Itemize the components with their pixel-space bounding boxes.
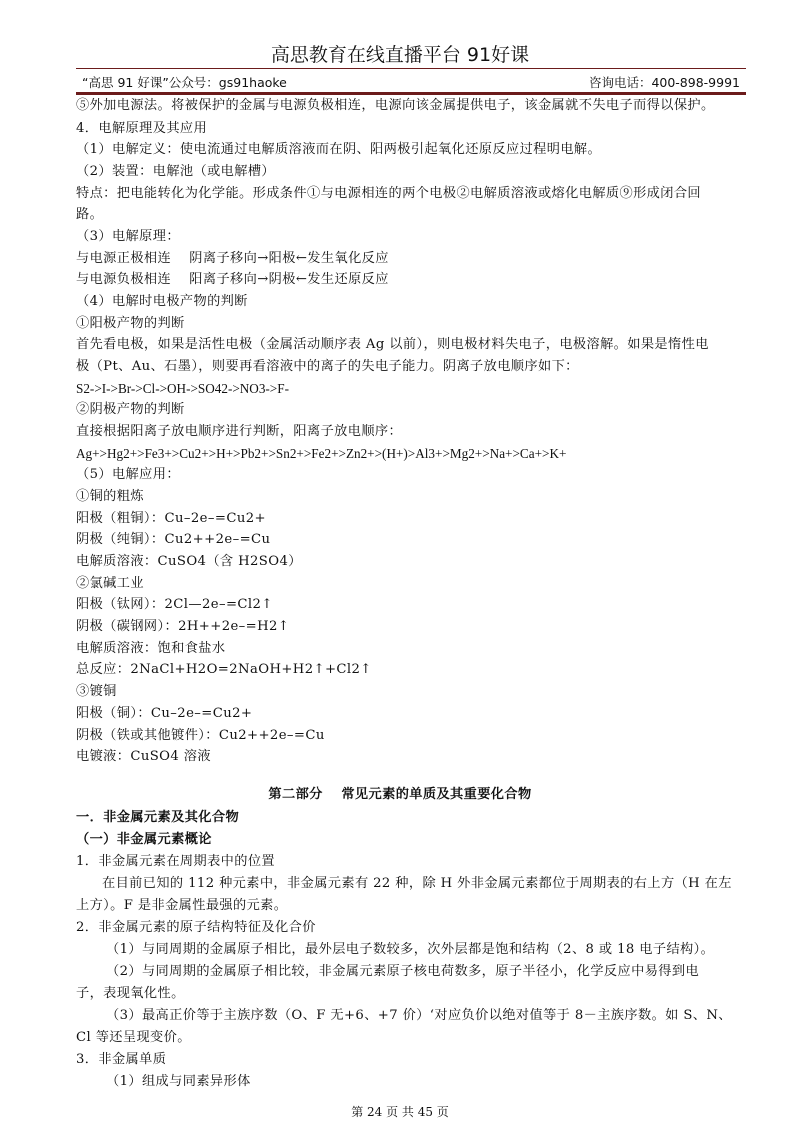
text-line: 总反应：2NaCl+H2O=2NaOH+H2↑+Cl2↑ — [76, 662, 372, 677]
text-line: 子，表现氧化性。 — [76, 986, 185, 1001]
text-line: （4）电解时电极产物的判断 — [76, 294, 248, 309]
text-line: （1）与同周期的金属原子相比，最外层电子数较多，次外层都是饱和结构（2、8 或 18 电子结构）。 — [106, 942, 715, 957]
text-line: ②氯碱工业 — [76, 576, 144, 591]
anion-discharge-order: S2->I->Br->Cl->OH->SO42->NO3->F- — [76, 381, 289, 396]
text-line: 1．非金属元素在周期表中的位置 — [76, 854, 276, 869]
text-line: 路。 — [76, 207, 104, 222]
text-line: 阳极（铜）：Cu–2e–=Cu2+ — [76, 706, 253, 721]
text-line: 与电源负极相连 阳离子移向→阴极←发生还原反应 — [76, 272, 389, 287]
page-header-title: 高思教育在线直播平台 91好课 — [270, 44, 530, 66]
text-line: ③镀铜 — [76, 684, 117, 699]
text-line: （3）最高正价等于主族序数（O、F 无+6、+7 价）‘对应负价以绝对值等于 8－主族序数。如 S、N、 — [106, 1008, 732, 1023]
text-line: ⑤外加电源法。将被保护的金属与电源负极相连，电源向该金属提供电子，该金属就不失电子而得以保护。 — [76, 98, 715, 113]
text-line: 电解质溶液：饱和食盐水 — [76, 641, 226, 656]
header-divider-bottom — [76, 92, 746, 95]
text-line: 2．非金属元素的原子结构特征及化合价 — [76, 920, 316, 935]
text-line: ②阴极产物的判断 — [76, 402, 185, 417]
heading-2: （一）非金属元素概论 — [76, 832, 212, 847]
text-line: Cl 等还呈现变价。 — [76, 1030, 191, 1045]
text-line: 电解质溶液：CuSO4（含 H2SO4） — [76, 554, 302, 569]
text-line: 与电源正极相连 阴离子移向→阳极←发生氧化反应 — [76, 251, 389, 266]
header-info-bar — [76, 70, 746, 92]
text-line: 极（Pt、Au、石墨），则要再看溶液中的离子的失电子能力。阴离子放电顺序如下： — [76, 359, 579, 374]
text-line: ①铜的粗炼 — [76, 489, 144, 504]
text-line: 4．电解原理及其应用 — [76, 121, 208, 136]
text-line: （1）组成与同素异形体 — [106, 1074, 251, 1089]
text-line: 上方）。F 是非金属性最强的元素。 — [76, 898, 288, 913]
text-line: 阳极（钛网）：2Cl—2e–=Cl2↑ — [76, 597, 273, 612]
text-line: （1）电解定义：使电流通过电解质溶液而在阴、阳两极引起氧化还原反应过程明电解。 — [76, 142, 602, 157]
text-line: ①阳极产物的判断 — [76, 316, 185, 331]
text-line: 电镀液：CuSO4 溶液 — [76, 749, 211, 764]
header-divider-top — [76, 68, 746, 69]
text-line: 在目前已知的 112 种元素中，非金属元素有 22 种，除 H 外非金属元素都位于周期表的右上方（H 在左 — [102, 876, 732, 891]
text-line: 阴极（铁或其他镀件）：Cu2++2e–=Cu — [76, 728, 325, 743]
text-line: （2）与同周期的金属原子相比较，非金属元素原子核电荷数多，原子半径小，化学反应中易得到电 — [106, 964, 700, 979]
section-title: 第二部分 常见元素的单质及其重要化合物 — [268, 787, 532, 802]
text-line: 阳极（粗铜）：Cu–2e–=Cu2+ — [76, 511, 266, 526]
text-line: 3．非金属单质 — [76, 1052, 167, 1067]
heading-1: 一．非金属元素及其化合物 — [76, 810, 240, 825]
text-line: （5）电解应用： — [76, 467, 180, 482]
header-wechat-account: “高思 91 好课”公众号：gs91haoke — [82, 75, 287, 90]
text-line: 阴极（碳钢网）：2H++2e–=H2↑ — [76, 619, 290, 634]
page-footer: 第 24 页 共 45 页 — [351, 1105, 449, 1119]
text-line: 阴极（纯铜）：Cu2++2e–=Cu — [76, 532, 271, 547]
cation-discharge-order: Ag+>Hg2+>Fe3+>Cu2+>H+>Pb2+>Sn2+>Fe2+>Zn2+>(H+)>Al3+>Mg2+>Na+>Ca+>K+ — [76, 446, 567, 461]
text-line: 首先看电极，如果是活性电极（金属活动顺序表 Ag 以前），则电极材料失电子，电极溶解。如果是惰性电 — [76, 337, 709, 352]
text-line: 直接根据阳离子放电顺序进行判断，阳离子放电顺序： — [76, 424, 403, 439]
text-line: （3）电解原理： — [76, 229, 180, 244]
header-phone: 咨询电话：400-898-9991 — [588, 75, 740, 90]
text-line: 特点：把电能转化为化学能。形成条件①与电源相连的两个电极②电解质溶液或熔化电解质⑨形成闭合回 — [76, 186, 702, 201]
text-line: （2）装置：电解池（或电解槽） — [76, 164, 276, 179]
